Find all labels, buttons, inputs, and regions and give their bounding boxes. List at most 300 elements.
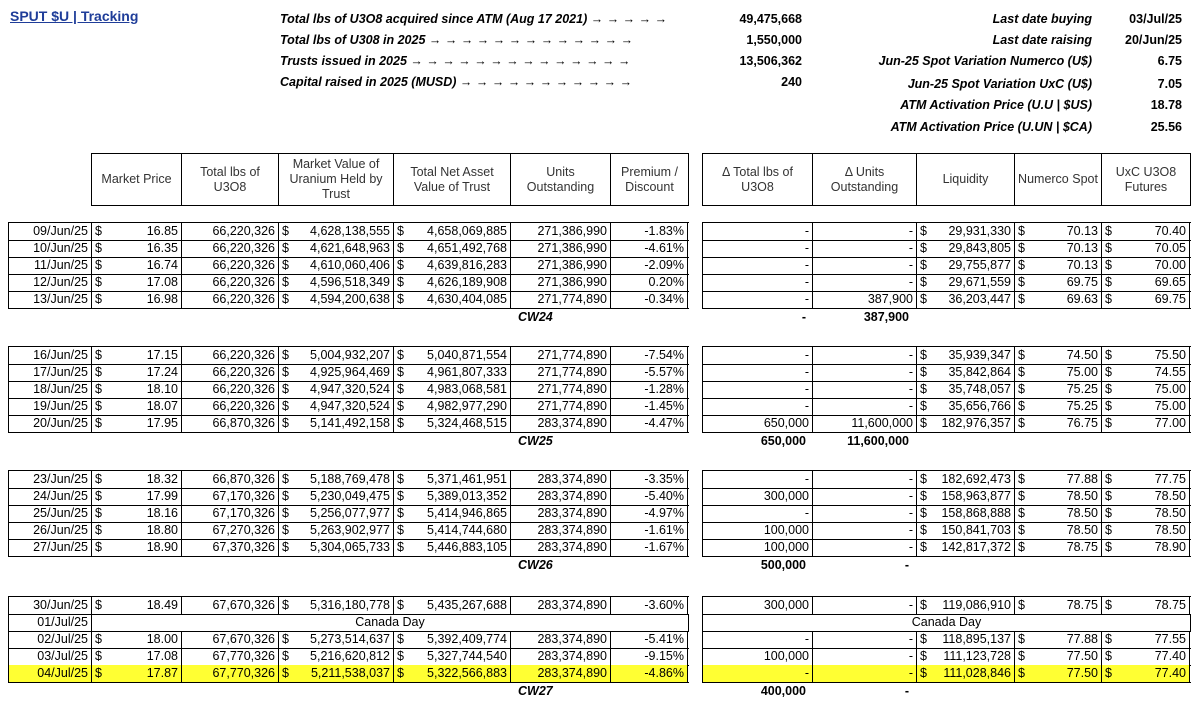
currency-sign: $ — [282, 365, 289, 379]
value-mv: 5,273,514,637 — [310, 632, 390, 646]
value-liq: 29,671,559 — [948, 275, 1011, 289]
cell-uxc — [1101, 631, 1190, 648]
currency-sign: $ — [1105, 292, 1112, 306]
cell-num — [1014, 257, 1101, 274]
currency-sign: $ — [1105, 258, 1112, 272]
cell-lbs: 67,670,326 — [181, 631, 278, 648]
currency-sign: $ — [397, 399, 404, 413]
cell-nav — [393, 223, 510, 240]
value-num: 78.75 — [1066, 598, 1098, 612]
currency-sign: $ — [397, 523, 404, 537]
cell-price — [91, 597, 181, 614]
value-num: 69.75 — [1066, 275, 1098, 289]
summary-value: 49,475,668 — [739, 12, 802, 26]
cell-lbs: 66,220,326 — [181, 347, 278, 364]
cell-units: 283,374,890 — [510, 488, 610, 505]
value-liq: 158,963,877 — [941, 489, 1011, 503]
value-num: 74.50 — [1066, 348, 1098, 362]
currency-sign: $ — [95, 649, 102, 663]
summary-right-value: 20/Jun/25 — [1125, 33, 1182, 47]
value-nav: 4,651,492,768 — [427, 241, 507, 255]
table-border — [702, 308, 1191, 309]
cell-units: 283,374,890 — [510, 415, 610, 432]
cell-liq — [916, 381, 1014, 398]
cell-dlbs: 100,000 — [702, 539, 812, 556]
cell-date: 04/Jul/25 — [8, 665, 91, 682]
value-mv: 4,596,518,349 — [310, 275, 390, 289]
cell-units: 271,774,890 — [510, 381, 610, 398]
table-row — [0, 381, 1200, 398]
cell-num — [1014, 223, 1101, 240]
summary-right-value: 6.75 — [1157, 54, 1182, 68]
value-nav: 4,658,069,885 — [427, 224, 507, 238]
currency-sign: $ — [282, 666, 289, 680]
value-liq: 182,976,357 — [941, 416, 1011, 430]
cell-liq — [916, 364, 1014, 381]
currency-sign: $ — [95, 506, 102, 520]
cell-uxc — [1101, 648, 1190, 665]
table-row — [0, 240, 1200, 257]
cell-lbs: 66,870,326 — [181, 471, 278, 488]
cell-dlbs: - — [702, 364, 812, 381]
cell-date: 09/Jun/25 — [8, 223, 91, 240]
cell-dlbs: - — [702, 505, 812, 522]
cell-date: 19/Jun/25 — [8, 398, 91, 415]
currency-sign: $ — [920, 506, 927, 520]
table-row — [0, 614, 1200, 631]
cell-price — [91, 274, 181, 291]
currency-sign: $ — [95, 258, 102, 272]
currency-sign: $ — [920, 258, 927, 272]
value-liq: 119,086,910 — [942, 598, 1011, 612]
table-row — [0, 505, 1200, 522]
value-uxc: 78.50 — [1154, 506, 1186, 520]
cell-num — [1014, 488, 1101, 505]
cell-units: 283,374,890 — [510, 522, 610, 539]
week-total-units: 387,900 — [863, 310, 909, 324]
cell-uxc — [1101, 398, 1190, 415]
value-liq: 182,692,473 — [941, 472, 1011, 486]
value-liq: 35,842,864 — [948, 365, 1011, 379]
cell-liq — [916, 648, 1014, 665]
currency-sign: $ — [1018, 416, 1025, 430]
cell-nav — [393, 505, 510, 522]
cell-dunits: - — [812, 648, 916, 665]
cell-lbs: 67,770,326 — [181, 648, 278, 665]
currency-sign: $ — [397, 365, 404, 379]
value-num: 69.63 — [1066, 292, 1098, 306]
currency-sign: $ — [397, 489, 404, 503]
value-mv: 4,621,648,963 — [310, 241, 390, 255]
currency-sign: $ — [282, 472, 289, 486]
value-num: 75.00 — [1066, 365, 1098, 379]
cell-uxc — [1101, 471, 1190, 488]
week-label: CW27 — [518, 684, 553, 698]
cell-dunits: 11,600,000 — [812, 415, 916, 432]
cell-mv — [278, 223, 393, 240]
table-border — [702, 682, 1191, 683]
cell-prem: -1.61% — [610, 522, 688, 539]
cell-prem: -7.54% — [610, 347, 688, 364]
cell-uxc — [1101, 488, 1190, 505]
value-nav: 5,435,267,688 — [427, 598, 507, 612]
value-num: 70.13 — [1066, 224, 1098, 238]
table-row — [0, 291, 1200, 308]
value-nav: 5,327,744,540 — [427, 649, 507, 663]
cell-mv — [278, 648, 393, 665]
currency-sign: $ — [920, 224, 927, 238]
cell-dunits: - — [812, 240, 916, 257]
currency-sign: $ — [1105, 598, 1112, 612]
cell-dunits: - — [812, 398, 916, 415]
summary-value: 13,506,362 — [739, 54, 802, 68]
cell-nav — [393, 381, 510, 398]
cell-liq — [916, 257, 1014, 274]
cell-dlbs: 100,000 — [702, 648, 812, 665]
column-header: Market Value of Uranium Held by Trust — [278, 153, 394, 206]
column-header: UxC U3O8 Futures — [1101, 153, 1191, 206]
cell-num — [1014, 381, 1101, 398]
cell-liq — [916, 539, 1014, 556]
summary-right-label: ATM Activation Price (U.U | $US) — [900, 98, 1092, 112]
cell-units: 283,374,890 — [510, 597, 610, 614]
value-liq: 35,748,057 — [948, 382, 1011, 396]
currency-sign: $ — [920, 365, 927, 379]
cell-liq — [916, 398, 1014, 415]
cell-dlbs: - — [702, 274, 812, 291]
cell-lbs: 67,670,326 — [181, 597, 278, 614]
currency-sign: $ — [920, 472, 927, 486]
week-total-units: - — [904, 558, 909, 572]
cell-prem: -4.47% — [610, 415, 688, 432]
cell-dlbs: - — [702, 471, 812, 488]
cell-lbs: 66,220,326 — [181, 274, 278, 291]
column-header: Market Price — [91, 153, 182, 206]
currency-sign: $ — [1018, 292, 1025, 306]
table-row — [0, 665, 1200, 682]
cell-dlbs: - — [702, 257, 812, 274]
currency-sign: $ — [397, 224, 404, 238]
value-nav: 4,961,807,333 — [427, 365, 507, 379]
value-price: 16.74 — [146, 258, 178, 272]
value-liq: 35,656,766 — [948, 399, 1011, 413]
summary-label: Trusts issued in 2025 → → → → → → → → → → → → → → — [280, 54, 631, 68]
value-price: 18.32 — [146, 472, 178, 486]
currency-sign: $ — [397, 472, 404, 486]
value-price: 16.98 — [146, 292, 178, 306]
cell-price — [91, 291, 181, 308]
currency-sign: $ — [1018, 241, 1025, 255]
cell-price — [91, 522, 181, 539]
cell-nav — [393, 398, 510, 415]
currency-sign: $ — [95, 489, 102, 503]
currency-sign: $ — [1105, 523, 1112, 537]
cell-dunits: - — [812, 381, 916, 398]
value-liq: 29,931,330 — [948, 224, 1011, 238]
currency-sign: $ — [282, 382, 289, 396]
cell-nav — [393, 257, 510, 274]
currency-sign: $ — [282, 348, 289, 362]
cell-dlbs: 300,000 — [702, 597, 812, 614]
table-row — [0, 648, 1200, 665]
cell-dunits: - — [812, 257, 916, 274]
value-num: 70.13 — [1066, 258, 1098, 272]
currency-sign: $ — [1018, 472, 1025, 486]
currency-sign: $ — [282, 506, 289, 520]
cell-date: 16/Jun/25 — [8, 347, 91, 364]
value-price: 16.85 — [146, 224, 178, 238]
table-row — [0, 597, 1200, 614]
cell-date: 27/Jun/25 — [8, 539, 91, 556]
cell-uxc — [1101, 364, 1190, 381]
currency-sign: $ — [1105, 416, 1112, 430]
currency-sign: $ — [95, 275, 102, 289]
cell-date: 12/Jun/25 — [8, 274, 91, 291]
cell-lbs: 66,220,326 — [181, 364, 278, 381]
cell-price — [91, 505, 181, 522]
currency-sign: $ — [282, 632, 289, 646]
cell-liq — [916, 631, 1014, 648]
value-num: 77.88 — [1066, 472, 1098, 486]
value-liq: 35,939,347 — [948, 348, 1011, 362]
cell-units: 271,386,990 — [510, 223, 610, 240]
currency-sign: $ — [920, 241, 927, 255]
week-total-lbs: 650,000 — [760, 434, 806, 448]
cell-prem: -4.86% — [610, 665, 688, 682]
cell-num — [1014, 240, 1101, 257]
cell-dlbs: - — [702, 291, 812, 308]
currency-sign: $ — [1018, 275, 1025, 289]
currency-sign: $ — [1105, 649, 1112, 663]
currency-sign: $ — [1105, 632, 1112, 646]
cell-dunits: - — [812, 471, 916, 488]
cell-prem: -3.35% — [610, 471, 688, 488]
currency-sign: $ — [282, 224, 289, 238]
cell-num — [1014, 291, 1101, 308]
value-mv: 5,304,065,733 — [310, 540, 390, 554]
date-cell: 01/Jul/25 — [8, 614, 91, 631]
cell-units: 271,386,990 — [510, 274, 610, 291]
value-uxc: 75.00 — [1154, 399, 1186, 413]
cell-uxc — [1101, 665, 1190, 682]
cell-date: 02/Jul/25 — [8, 631, 91, 648]
value-liq: 36,203,447 — [948, 292, 1011, 306]
value-nav: 5,414,744,680 — [427, 523, 507, 537]
currency-sign: $ — [920, 632, 927, 646]
value-uxc: 70.00 — [1154, 258, 1186, 272]
value-mv: 4,925,964,469 — [310, 365, 390, 379]
currency-sign: $ — [920, 382, 927, 396]
cell-uxc — [1101, 257, 1190, 274]
cell-uxc — [1101, 347, 1190, 364]
cell-uxc — [1101, 522, 1190, 539]
value-price: 18.80 — [146, 523, 178, 537]
currency-sign: $ — [282, 241, 289, 255]
value-nav: 5,322,566,883 — [427, 666, 507, 680]
value-price: 17.08 — [146, 275, 178, 289]
week-total-units: - — [904, 684, 909, 698]
value-nav: 5,324,468,515 — [427, 416, 507, 430]
currency-sign: $ — [920, 399, 927, 413]
value-price: 16.35 — [146, 241, 178, 255]
cell-mv — [278, 597, 393, 614]
value-uxc: 77.00 — [1154, 416, 1186, 430]
value-nav: 5,371,461,951 — [427, 472, 507, 486]
cell-units: 283,374,890 — [510, 505, 610, 522]
currency-sign: $ — [920, 666, 927, 680]
cell-uxc — [1101, 415, 1190, 432]
value-liq: 158,868,888 — [941, 506, 1011, 520]
cell-num — [1014, 398, 1101, 415]
cell-lbs: 66,220,326 — [181, 381, 278, 398]
holiday-cell: Canada Day — [91, 614, 689, 631]
cell-dlbs: - — [702, 398, 812, 415]
cell-mv — [278, 240, 393, 257]
cell-date: 03/Jul/25 — [8, 648, 91, 665]
cell-mv — [278, 539, 393, 556]
cell-mv — [278, 398, 393, 415]
value-uxc: 69.65 — [1154, 275, 1186, 289]
value-uxc: 77.40 — [1154, 649, 1186, 663]
cell-prem: -3.60% — [610, 597, 688, 614]
cell-dunits: - — [812, 597, 916, 614]
cell-dunits: - — [812, 274, 916, 291]
summary-right-value: 7.05 — [1157, 77, 1182, 91]
value-mv: 4,594,200,638 — [310, 292, 390, 306]
value-mv: 5,141,492,158 — [310, 416, 390, 430]
currency-sign: $ — [95, 666, 102, 680]
value-liq: 150,841,703 — [941, 523, 1011, 537]
currency-sign: $ — [1018, 489, 1025, 503]
cell-prem: -1.83% — [610, 223, 688, 240]
cell-date: 10/Jun/25 — [8, 240, 91, 257]
cell-lbs: 67,270,326 — [181, 522, 278, 539]
value-mv: 5,188,769,478 — [310, 472, 390, 486]
value-nav: 5,414,946,865 — [427, 506, 507, 520]
currency-sign: $ — [1018, 348, 1025, 362]
currency-sign: $ — [1018, 632, 1025, 646]
week-label: CW25 — [518, 434, 553, 448]
currency-sign: $ — [95, 472, 102, 486]
column-header: Δ Units Outstanding — [812, 153, 917, 206]
value-uxc: 69.75 — [1154, 292, 1186, 306]
cell-prem: -4.97% — [610, 505, 688, 522]
cell-units: 271,386,990 — [510, 257, 610, 274]
value-liq: 29,843,805 — [948, 241, 1011, 255]
currency-sign: $ — [282, 489, 289, 503]
value-mv: 5,263,902,977 — [310, 523, 390, 537]
currency-sign: $ — [920, 348, 927, 362]
value-price: 17.08 — [146, 649, 178, 663]
cell-mv — [278, 257, 393, 274]
cell-uxc — [1101, 223, 1190, 240]
table-row — [0, 539, 1200, 556]
cell-dlbs: 100,000 — [702, 522, 812, 539]
cell-liq — [916, 223, 1014, 240]
cell-date: 24/Jun/25 — [8, 488, 91, 505]
currency-sign: $ — [1105, 241, 1112, 255]
currency-sign: $ — [1105, 348, 1112, 362]
currency-sign: $ — [1018, 666, 1025, 680]
week-total-lbs: - — [801, 310, 806, 324]
currency-sign: $ — [397, 649, 404, 663]
currency-sign: $ — [920, 275, 927, 289]
currency-sign: $ — [920, 540, 927, 554]
cell-uxc — [1101, 274, 1190, 291]
currency-sign: $ — [95, 632, 102, 646]
cell-units: 271,774,890 — [510, 291, 610, 308]
cell-prem: -1.28% — [610, 381, 688, 398]
table-border — [8, 556, 689, 557]
value-num: 78.50 — [1066, 506, 1098, 520]
cell-prem: -4.61% — [610, 240, 688, 257]
cell-price — [91, 488, 181, 505]
cell-prem: -1.45% — [610, 398, 688, 415]
value-num: 78.50 — [1066, 489, 1098, 503]
value-uxc: 77.40 — [1154, 666, 1186, 680]
value-price: 17.87 — [146, 666, 178, 680]
currency-sign: $ — [1105, 224, 1112, 238]
column-header: Liquidity — [916, 153, 1015, 206]
value-num: 78.75 — [1066, 540, 1098, 554]
week-label: CW26 — [518, 558, 553, 572]
cell-prem: 0.20% — [610, 274, 688, 291]
value-price: 18.90 — [146, 540, 178, 554]
value-mv: 4,610,060,406 — [310, 258, 390, 272]
cell-liq — [916, 488, 1014, 505]
cell-num — [1014, 471, 1101, 488]
value-mv: 5,216,620,812 — [310, 649, 390, 663]
table-row — [0, 274, 1200, 291]
column-header: Units Outstanding — [510, 153, 611, 206]
currency-sign: $ — [1105, 472, 1112, 486]
cell-nav — [393, 539, 510, 556]
cell-units: 283,374,890 — [510, 471, 610, 488]
cell-uxc — [1101, 505, 1190, 522]
currency-sign: $ — [397, 241, 404, 255]
currency-sign: $ — [397, 258, 404, 272]
cell-units: 283,374,890 — [510, 665, 610, 682]
value-liq: 142,817,372 — [941, 540, 1011, 554]
currency-sign: $ — [95, 523, 102, 537]
value-uxc: 78.90 — [1154, 540, 1186, 554]
column-header: Numerco Spot — [1014, 153, 1102, 206]
summary-value: 1,550,000 — [746, 33, 802, 47]
cell-nav — [393, 240, 510, 257]
table-border — [702, 556, 1191, 557]
cell-liq — [916, 522, 1014, 539]
cell-dlbs: 650,000 — [702, 415, 812, 432]
cell-date: 26/Jun/25 — [8, 522, 91, 539]
column-header: Total Net Asset Value of Trust — [393, 153, 511, 206]
value-uxc: 77.75 — [1154, 472, 1186, 486]
currency-sign: $ — [397, 275, 404, 289]
currency-sign: $ — [95, 382, 102, 396]
table-border — [8, 682, 689, 683]
currency-sign: $ — [397, 540, 404, 554]
table-row — [0, 415, 1200, 432]
cell-num — [1014, 522, 1101, 539]
value-uxc: 78.50 — [1154, 489, 1186, 503]
value-price: 17.95 — [146, 416, 178, 430]
cell-mv — [278, 347, 393, 364]
table-border — [8, 432, 689, 433]
summary-right-label: Last date raising — [992, 33, 1092, 47]
currency-sign: $ — [1105, 666, 1112, 680]
currency-sign: $ — [397, 416, 404, 430]
cell-date: 30/Jun/25 — [8, 597, 91, 614]
currency-sign: $ — [1018, 598, 1025, 612]
